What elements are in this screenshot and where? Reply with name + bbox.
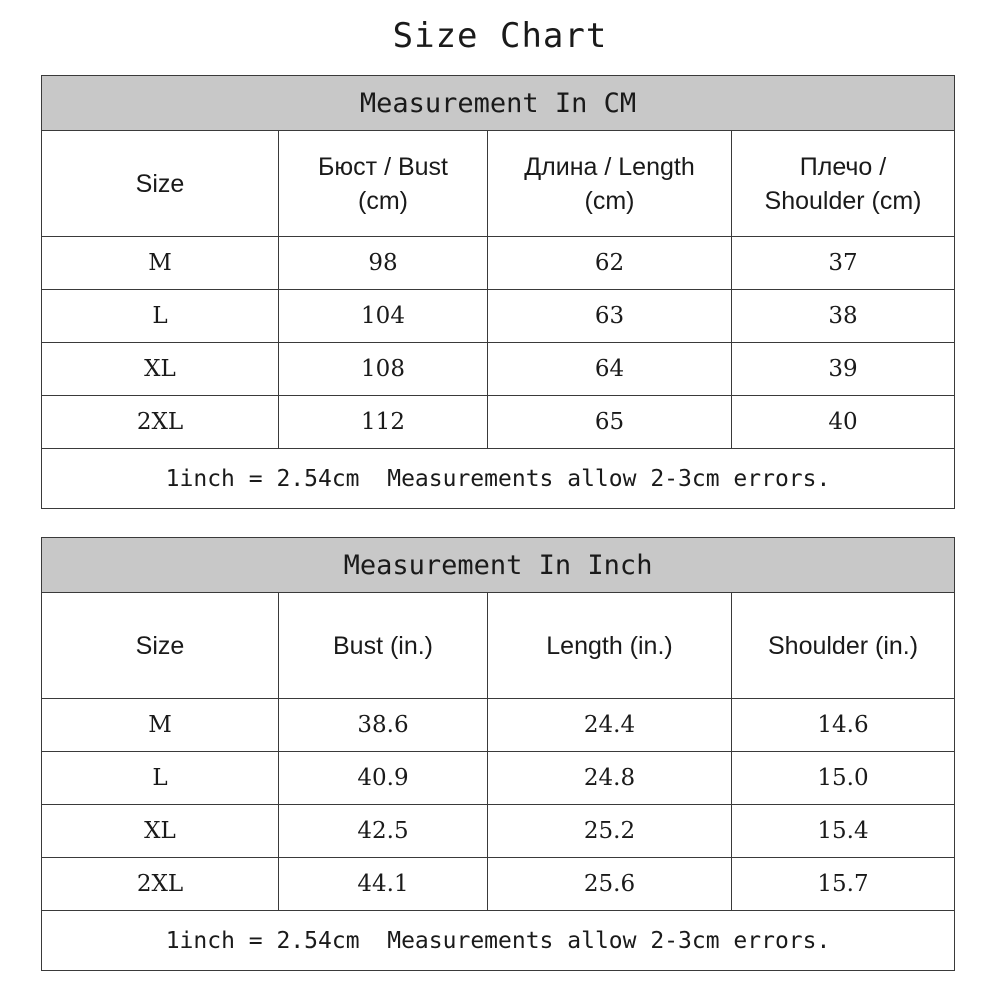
cell-bust: 40.9 <box>279 752 488 805</box>
cell-size: L <box>42 752 279 805</box>
page-title: Size Chart <box>392 16 608 56</box>
cell-length: 25.2 <box>488 805 732 858</box>
cell-size: XL <box>42 805 279 858</box>
cell-shoulder: 15.7 <box>732 858 955 911</box>
cell-length: 65 <box>488 396 732 449</box>
cell-length: 24.4 <box>488 699 732 752</box>
table-row <box>42 237 955 290</box>
table-caption-row <box>42 76 955 131</box>
cell-bust: 38.6 <box>279 699 488 752</box>
note-row <box>42 449 955 509</box>
cell-length: 24.8 <box>488 752 732 805</box>
cell-size: M <box>42 237 279 290</box>
column-header-shoulder: Shoulder (in.) <box>732 593 955 699</box>
column-header-length: Length (in.) <box>488 593 732 699</box>
header-row <box>42 593 955 699</box>
cell-bust: 104 <box>279 290 488 343</box>
column-header-length <box>488 131 732 237</box>
table-row <box>42 396 955 449</box>
column-header-size: Size <box>42 593 279 699</box>
cell-length: 63 <box>488 290 732 343</box>
table-row <box>42 858 955 911</box>
table-row <box>42 343 955 396</box>
column-header-bust: Bust (in.) <box>279 593 488 699</box>
header-line: Бюст / Bust (cm) <box>318 152 448 215</box>
column-header-shoulder <box>732 131 955 237</box>
cell-length: 25.6 <box>488 858 732 911</box>
table-row <box>42 699 955 752</box>
table-row <box>42 805 955 858</box>
column-header-size: Size <box>42 131 279 237</box>
cell-bust: 42.5 <box>279 805 488 858</box>
cell-shoulder: 37 <box>732 237 955 290</box>
header-line: Длина / Length (cm) <box>524 152 695 215</box>
note-row <box>42 911 955 971</box>
table-caption: Measurement In Inch <box>42 538 955 593</box>
cell-size: M <box>42 699 279 752</box>
cell-size: 2XL <box>42 396 279 449</box>
measurement-note: 1inch = 2.54cm Measurements allow 2-3cm errors. <box>42 911 955 971</box>
cell-size: L <box>42 290 279 343</box>
header-row <box>42 131 955 237</box>
cell-bust: 44.1 <box>279 858 488 911</box>
table-row <box>42 752 955 805</box>
table-caption-row <box>42 538 955 593</box>
cm-size-table <box>41 75 955 509</box>
inch-size-table <box>41 537 955 971</box>
cell-shoulder: 40 <box>732 396 955 449</box>
cell-shoulder: 38 <box>732 290 955 343</box>
cell-shoulder: 14.6 <box>732 699 955 752</box>
cell-bust: 98 <box>279 237 488 290</box>
column-header-bust <box>279 131 488 237</box>
table-row <box>42 290 955 343</box>
cell-shoulder: 15.4 <box>732 805 955 858</box>
cell-length: 62 <box>488 237 732 290</box>
cell-shoulder: 39 <box>732 343 955 396</box>
cell-size: 2XL <box>42 858 279 911</box>
cell-length: 64 <box>488 343 732 396</box>
header-line: Плечо / Shoulder (cm) <box>764 152 922 215</box>
cell-shoulder: 15.0 <box>732 752 955 805</box>
cell-size: XL <box>42 343 279 396</box>
measurement-note: 1inch = 2.54cm Measurements allow 2-3cm errors. <box>42 449 955 509</box>
cell-bust: 108 <box>279 343 488 396</box>
cell-bust: 112 <box>279 396 488 449</box>
table-caption: Measurement In CM <box>42 76 955 131</box>
